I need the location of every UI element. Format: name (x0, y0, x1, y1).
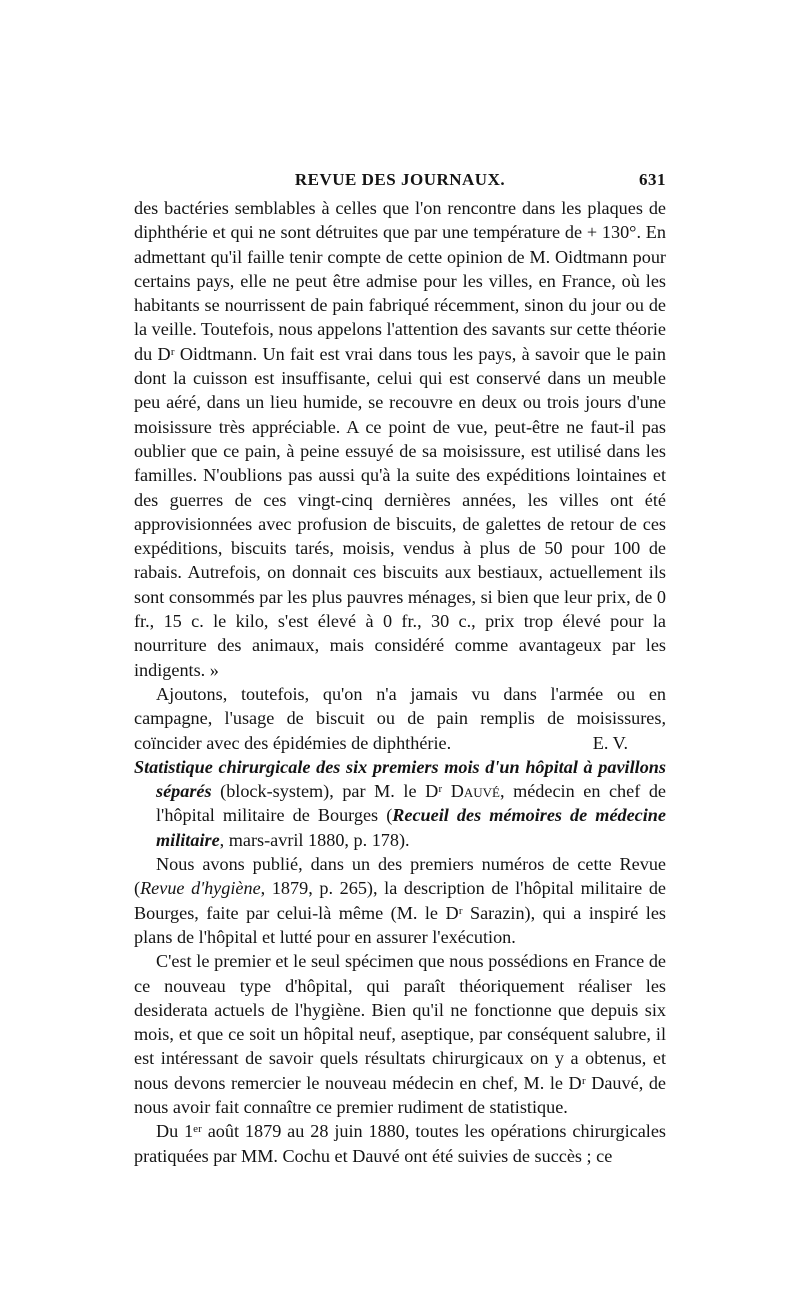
article-title-italic: Statistique chirurgicale des six premiers mois d'un hôpital à pavillons séparés (134, 756, 666, 802)
paragraph-2 (134, 682, 666, 755)
signature: E. V. (592, 732, 628, 753)
paragraph-1: des bactéries semblables à celles que l'on rencontre dans les plaques de diphthérie et qui ne sont détruites que par une température de + 130°. En admettant qu'il faille tenir compte de cette opinion de M. Oidtmann pour certains pays, elle ne peut être admise pour les villes, en France, où les habitants se nourrissent de pain fabriqué récemment, sinon du jour ou de la veille. Toutefois, nous appelons l'attention des savants sur cette théorie du Dʳ Oidtmann. Un fait est vrai dans tous les pays, à savoir que le pain dont la cuisson est insuffisante, celui qui est conservé dans un meuble peu aéré, dans un lieu humide, se recouvre en deux ou trois jours d'une moisissure très appréciable. A ce point de vue, peut-être ne faut-il pas oublier que ce pain, à peine essuyé de sa moisissure, est utilisé dans les familles. N'oublions pas aussi qu'à la suite des expéditions lointaines et des guerres de ces vingt-cinq dernières années, les villes ont été approvisionnées avec profusion de biscuits, de galettes de retour de ces expéditions, biscuits tarés, moisis, vendus à plus de 50 pour 100 de rabais. Autrefois, on donnait ces biscuits aux bestiaux, actuellement ils sont consommés par les plus pauvres ménages, si bien que leur prix, de 0 fr., 15 c. le kilo, s'est élevé à 0 fr., 30 c., prix trop élevé pour la nourriture des animaux, mais considéré comme avantageux par les indigents. » (134, 198, 667, 680)
page (134, 160, 666, 1168)
paragraph-3 (134, 852, 666, 949)
article-author: Dauvé (450, 781, 500, 802)
paragraph-5: Du 1ᵉʳ août 1879 au 28 juin 1880, toutes les opérations chirurgicales pratiquées par MM. Cochu et Dauvé ont été suivies de succès ; ce (134, 1121, 666, 1166)
paragraph-2-text: Ajoutons, toutefois, qu'on n'a jamais vu dans l'armée ou en campagne, l'usage de biscuit ou de pain remplis de moisissures, coïncider avec des épidémies de diphthérie. (134, 683, 666, 753)
article-title (134, 755, 666, 852)
paragraph-4: C'est le premier et le seul spécimen que nous possédions en France de ce nouveau type d'hôpital, qui paraît théoriquement réaliser les desiderata actuels de l'hygiène. Bien qu'il ne fonctionne que depuis six mois, et que ce soit un hôpital neuf, aseptique, par conséquent salubre, il est intéressant de savoir quels résultats chirurgicaux on y a obtenus, et nous devons remercier le nouveau médecin en chef, M. le Dʳ Dauvé, de nous avoir fait connaître ce premier rudiment de statistique. (134, 951, 666, 1117)
paragraph-3-rest: , 1879, p. 265), la description de l'hôpital militaire de Bourges, faite par celui-là même (M. le Dʳ Sarazin), qui a inspiré les plans de l'hôpital et lutté pour en assurer l'exécution. (134, 878, 666, 947)
page-number: 631 (639, 170, 666, 189)
paragraph-3-start: Nous avons publié, dans un des premiers numéros de cette Revue ( (134, 854, 666, 899)
paragraph-3-italic: Revue d'hygiène (140, 878, 261, 899)
article-source-rest: , mars-avril 1880, p. 178). (219, 829, 410, 850)
header-title: REVUE DES JOURNAUX. (294, 170, 506, 189)
body-text (134, 196, 666, 1168)
running-header (134, 160, 666, 196)
article-title-rest2: , médecin en chef de l'hôpital militaire de Bourges ( (156, 781, 666, 826)
article-source: Recueil des mémoires de médecine militaire (156, 805, 666, 850)
article-title-rest: (block-system), par M. le Dʳ (211, 781, 451, 802)
